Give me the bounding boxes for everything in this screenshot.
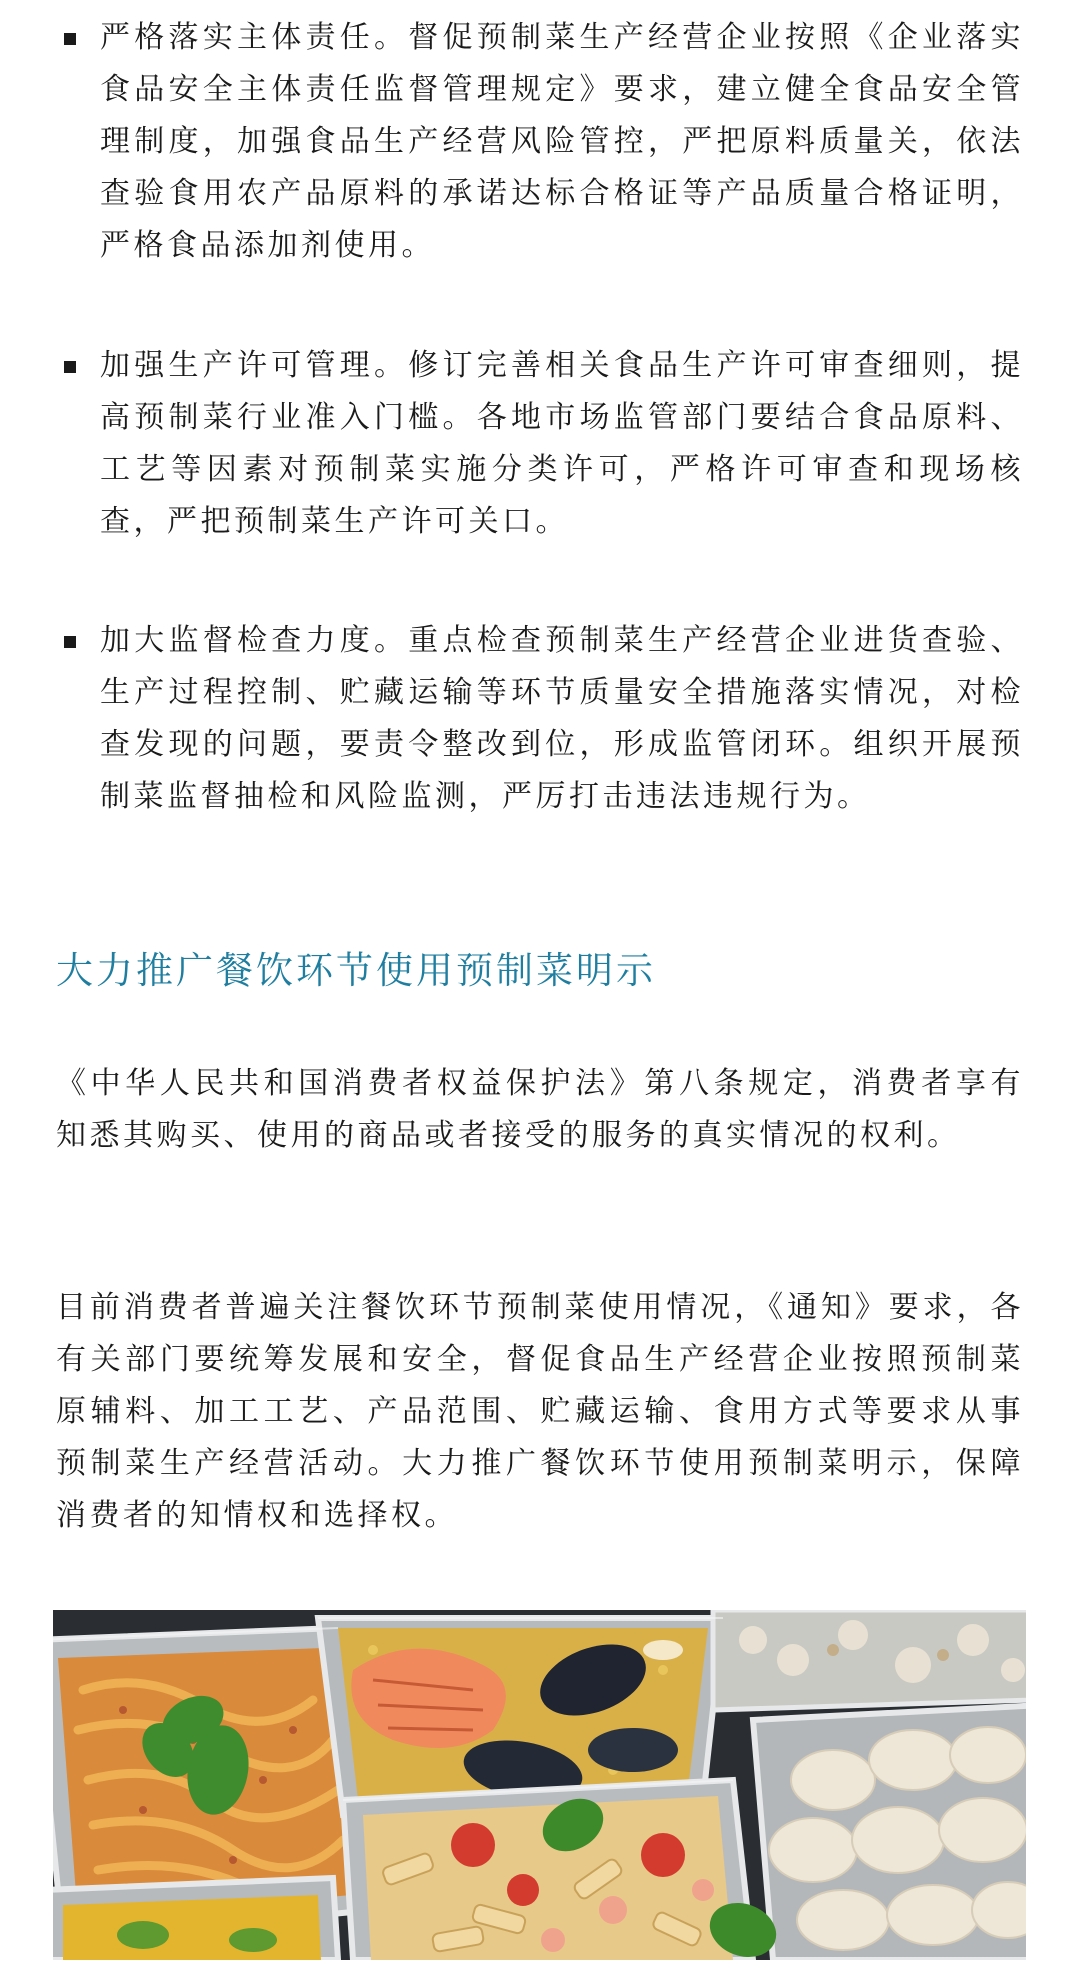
tray-penne bbox=[343, 1780, 784, 1960]
bullet-text: 严格落实主体责任。督促预制菜生产经营企业按照《企业落实食品安全主体责任监督管理规定》要求，建立健全食品安全管理制度，加强食品生产经营风险管控，严把原料质量关，依法查验食用农产品原料的承诺达标合格证等产品质量合格证明，严格食品添加剂使用。 bbox=[100, 20, 1024, 263]
bullet-text: 加大监督检查力度。重点检查预制菜生产经营企业进货查验、生产过程控制、贮藏运输等环节质量安全措施落实情况，对检查发现的问题，要责令整改到位，形成监管闭环。组织开展预制菜监督抽检和风险监测，严厉打击违法违规行为。 bbox=[100, 623, 1024, 814]
tray-bottom-left bbox=[53, 1878, 338, 1960]
bullet-item-license bbox=[64, 340, 1024, 548]
square-bullet-icon bbox=[64, 636, 76, 648]
bullet-item-inspection bbox=[64, 615, 1024, 823]
paragraph-notice-requirements: 目前消费者普遍关注餐饮环节预制菜使用情况，《通知》要求，各有关部门要统筹发展和安全，督促食品生产经营企业按照预制菜原辅料、加工工艺、产品范围、贮藏运输、食用方式等要求从事预制菜生产经营活动。大力推广餐饮环节使用预制菜明示，保障消费者的知情权和选择权。 bbox=[56, 1290, 1024, 1533]
tray-dumplings bbox=[753, 1705, 1026, 1960]
food-trays-photo bbox=[53, 1610, 1026, 1960]
paragraph-consumer-law: 《中华人民共和国消费者权益保护法》第八条规定，消费者享有知悉其购买、使用的商品或者接受的服务的真实情况的权利。 bbox=[56, 1066, 1024, 1153]
square-bullet-icon bbox=[64, 361, 76, 373]
section-heading: 大力推广餐饮环节使用预制菜明示 bbox=[56, 949, 656, 992]
bullet-text: 加强生产许可管理。修订完善相关食品生产许可审查细则，提高预制菜行业准入门槛。各地市场监管部门要结合食品原料、工艺等因素对预制菜实施分类许可，严格许可审查和现场核查，严把预制菜生产许可关口。 bbox=[100, 348, 1024, 539]
tray-rice bbox=[713, 1610, 1026, 1710]
square-bullet-icon bbox=[64, 33, 76, 45]
bullet-item-responsibility bbox=[64, 12, 1024, 272]
